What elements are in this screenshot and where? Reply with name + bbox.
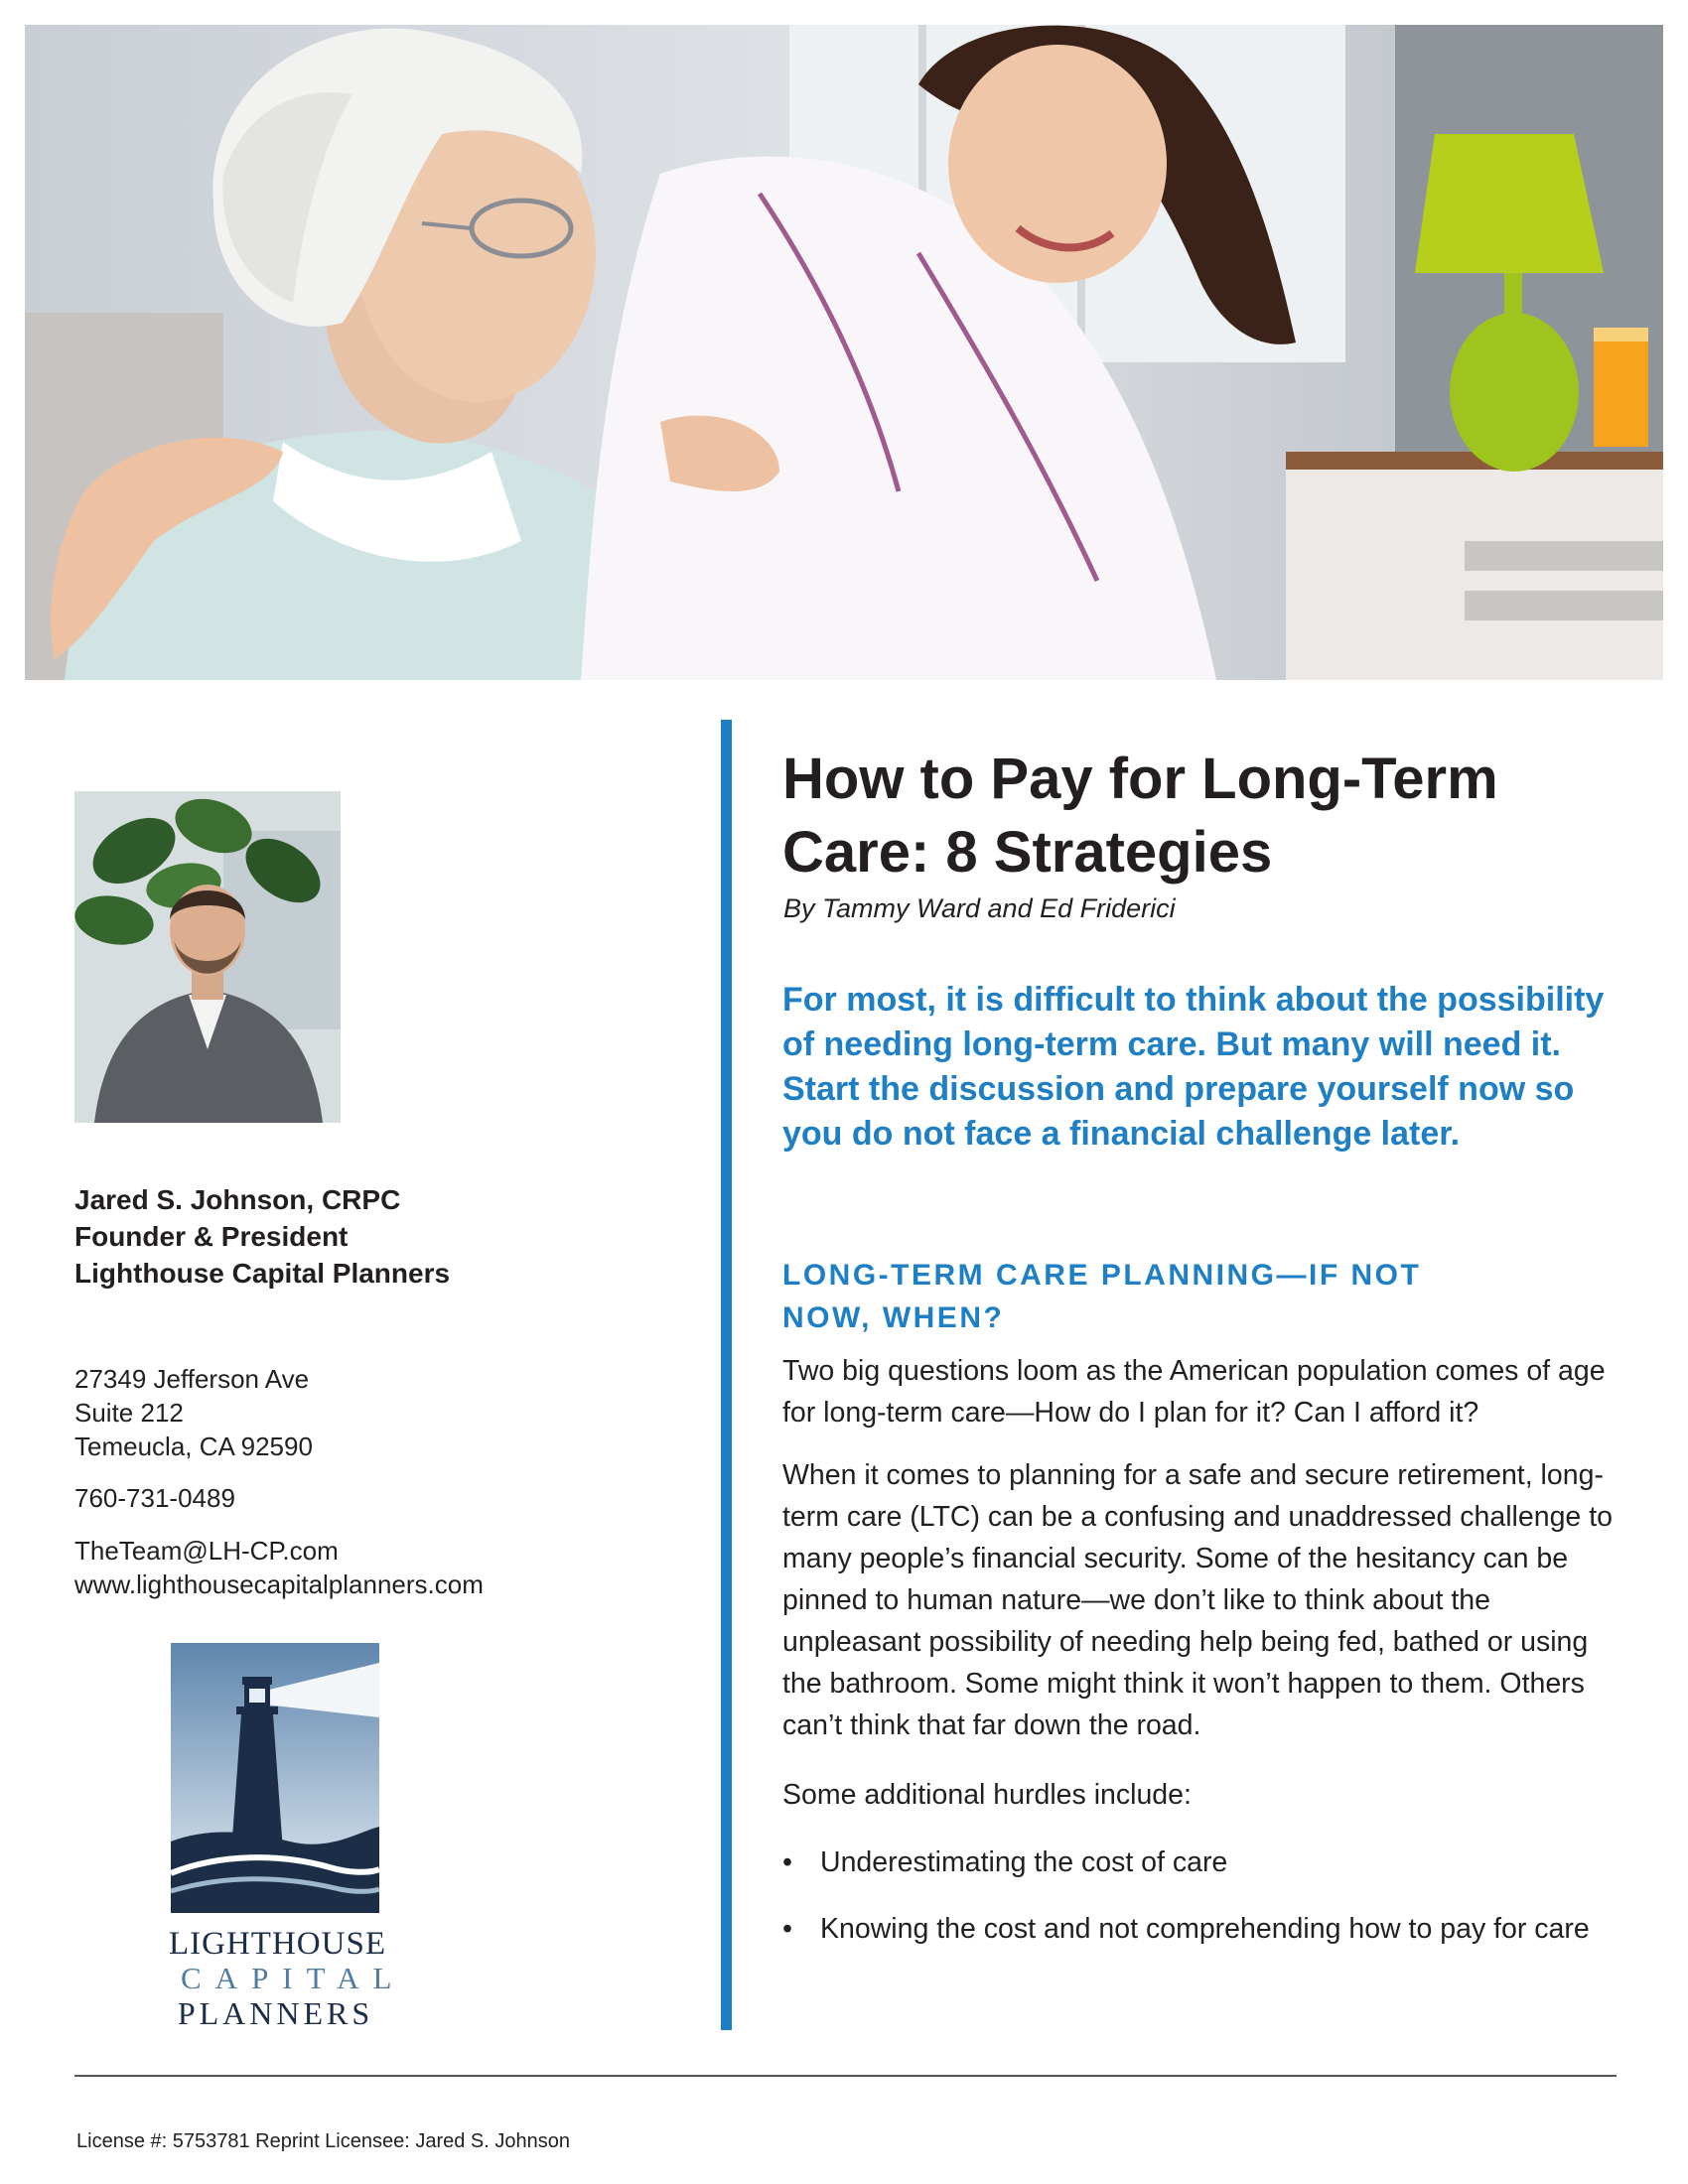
list-item xyxy=(782,1842,1597,1883)
list-item-text: Knowing the cost and not comprehending how to pay for care xyxy=(820,1913,1590,1945)
address-street: 27349 Jefferson Ave xyxy=(74,1364,310,1394)
logo-line-1: LIGHTHOUSE xyxy=(169,1926,386,1962)
advisor-info xyxy=(74,1181,450,1292)
address-suite: Suite 212 xyxy=(74,1398,184,1428)
advisor-address xyxy=(74,1362,313,1463)
article-byline: By Tammy Ward and Ed Friderici xyxy=(783,893,1176,923)
advisor-company: Lighthouse Capital Planners xyxy=(74,1258,451,1289)
company-logo xyxy=(169,1643,406,2031)
paragraph-3: Some additional hurdles include: xyxy=(782,1779,1192,1811)
list-item xyxy=(782,1908,1597,1950)
advisor-headshot xyxy=(74,791,341,1123)
hero-photo xyxy=(25,25,1663,680)
advisor-name: Jared S. Johnson, CRPC xyxy=(74,1184,401,1215)
article-title: How to Pay for Long-Term Care: 8 Strategies xyxy=(782,747,1498,885)
logo-wordmark xyxy=(169,1926,406,2031)
footer-rule xyxy=(74,2075,1617,2077)
list-item-text: Underestimating the cost of care xyxy=(820,1846,1228,1878)
column-divider xyxy=(721,720,732,2030)
bullet-icon: • xyxy=(782,1846,792,1878)
address-city: Temeucla, CA 92590 xyxy=(74,1432,313,1461)
article-intro: For most, it is difficult to think about the possibility of needing long-term care. But many will need it. Start the discussion and prepare yourself now so you do not face a financial challenge later. xyxy=(782,981,1605,1153)
logo-line-3: PLANNERS xyxy=(177,1995,374,2031)
advisor-website-link[interactable]: www.lighthousecapitalplanners.com xyxy=(74,1570,484,1599)
advisor-email-link[interactable]: TheTeam@LH-CP.com xyxy=(74,1536,339,1566)
lighthouse-icon xyxy=(171,1643,379,1913)
advisor-contact-links xyxy=(74,1534,484,1601)
bullet-icon: • xyxy=(782,1913,792,1945)
logo-line-2: CAPITAL xyxy=(181,1961,406,1995)
hurdles-list xyxy=(782,1842,1597,1975)
license-note: License #: 5753781 Reprint Licensee: Jared S. Johnson xyxy=(76,2130,571,2152)
lamp-base xyxy=(1450,313,1579,472)
lamp-shade xyxy=(1415,134,1604,273)
hero-illustration xyxy=(25,25,1663,680)
juice-glass xyxy=(1594,328,1648,447)
paragraph-2: When it comes to planning for a safe and secure retirement, long-term care (LTC) can be a confusing and unaddressed challenge to many people’s financial security. Some of the hesitancy can be pinned to human nature—we don’t like to think about the unpleasant possibility of needing help being fed, bathed or using the bathroom. Some might think it won’t happen to them. Others can’t think that far down the road. xyxy=(782,1459,1613,1741)
section-heading: LONG-TERM CARE PLANNING—IF NOT NOW, WHEN? xyxy=(782,1259,1422,1334)
advisor-portrait xyxy=(74,791,341,1123)
advisor-role: Founder & President xyxy=(74,1221,349,1252)
advisor-phone[interactable]: 760-731-0489 xyxy=(74,1483,235,1513)
paragraph-1: Two big questions loom as the American population comes of age for long-term care—How do I plan for it? Can I afford it? xyxy=(782,1355,1606,1429)
